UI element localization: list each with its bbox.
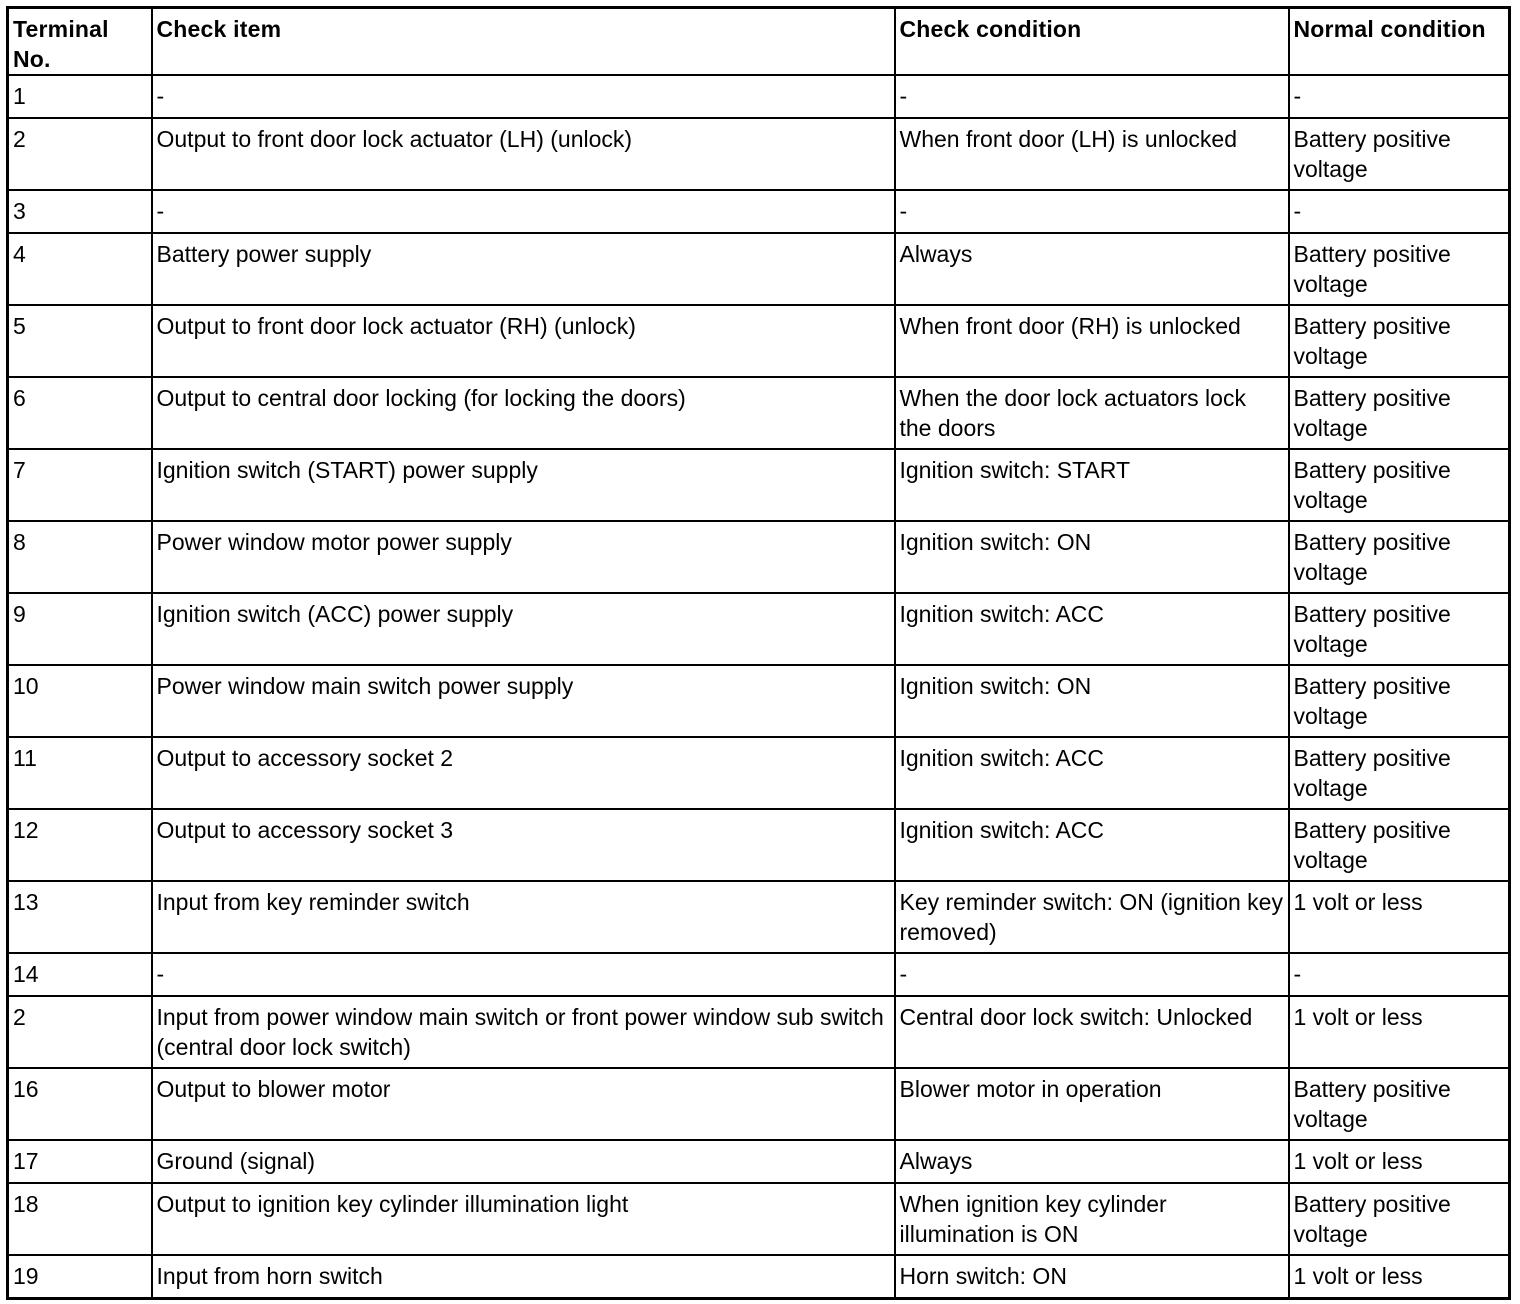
cell-check-item: Output to central door locking (for locking the doors)	[152, 377, 895, 449]
cell-check-condition: Ignition switch: ON	[895, 665, 1289, 737]
cell-normal-condition: Battery positive voltage	[1289, 665, 1510, 737]
cell-terminal: 10	[8, 665, 152, 737]
cell-check-condition: Ignition switch: ON	[895, 521, 1289, 593]
table-row	[8, 305, 1510, 377]
header-check-condition: Check condition	[895, 8, 1289, 76]
table-row	[8, 809, 1510, 881]
cell-check-item: Output to blower motor	[152, 1068, 895, 1140]
cell-check-condition: Ignition switch: START	[895, 449, 1289, 521]
cell-normal-condition: Battery positive voltage	[1289, 521, 1510, 593]
table-row	[8, 593, 1510, 665]
cell-check-item: Input from key reminder switch	[152, 881, 895, 953]
table-row	[8, 190, 1510, 233]
cell-check-item: -	[152, 190, 895, 233]
cell-check-condition: Ignition switch: ACC	[895, 809, 1289, 881]
cell-check-item: Ground (signal)	[152, 1140, 895, 1183]
cell-terminal: 12	[8, 809, 152, 881]
cell-check-condition: -	[895, 75, 1289, 118]
table-row	[8, 881, 1510, 953]
cell-check-item: Power window main switch power supply	[152, 665, 895, 737]
cell-terminal: 13	[8, 881, 152, 953]
cell-normal-condition: -	[1289, 190, 1510, 233]
table-row	[8, 118, 1510, 190]
cell-check-condition: Horn switch: ON	[895, 1255, 1289, 1298]
cell-normal-condition: 1 volt or less	[1289, 1255, 1510, 1298]
cell-normal-condition: Battery positive voltage	[1289, 809, 1510, 881]
cell-check-condition: When the door lock actuators lock the doors	[895, 377, 1289, 449]
cell-check-condition: Always	[895, 233, 1289, 305]
table-row	[8, 1140, 1510, 1183]
table-row	[8, 521, 1510, 593]
cell-normal-condition: 1 volt or less	[1289, 996, 1510, 1068]
table-row	[8, 953, 1510, 996]
header-terminal-no: Terminal No.	[8, 8, 152, 76]
cell-terminal: 19	[8, 1255, 152, 1298]
cell-check-item: Input from power window main switch or front power window sub switch (central door lock switch)	[152, 996, 895, 1068]
cell-check-item: -	[152, 75, 895, 118]
cell-normal-condition: Battery positive voltage	[1289, 377, 1510, 449]
cell-normal-condition: Battery positive voltage	[1289, 233, 1510, 305]
cell-check-condition: Key reminder switch: ON (ignition key removed)	[895, 881, 1289, 953]
cell-check-condition: Central door lock switch: Unlocked	[895, 996, 1289, 1068]
cell-terminal: 8	[8, 521, 152, 593]
table-row	[8, 1183, 1510, 1255]
cell-normal-condition: 1 volt or less	[1289, 881, 1510, 953]
cell-check-item: Input from horn switch	[152, 1255, 895, 1298]
cell-check-item: Output to front door lock actuator (LH) (unlock)	[152, 118, 895, 190]
table-row	[8, 449, 1510, 521]
cell-check-item: Output to ignition key cylinder illumination light	[152, 1183, 895, 1255]
table-row	[8, 996, 1510, 1068]
cell-terminal: 3	[8, 190, 152, 233]
table-row	[8, 665, 1510, 737]
terminal-check-table	[6, 6, 1511, 1300]
cell-terminal: 4	[8, 233, 152, 305]
cell-terminal: 17	[8, 1140, 152, 1183]
table-header-row	[8, 8, 1510, 76]
cell-terminal: 2	[8, 996, 152, 1068]
cell-check-condition: When front door (RH) is unlocked	[895, 305, 1289, 377]
cell-check-item: Output to accessory socket 2	[152, 737, 895, 809]
cell-check-condition: Blower motor in operation	[895, 1068, 1289, 1140]
table-row	[8, 1068, 1510, 1140]
cell-check-condition: When front door (LH) is unlocked	[895, 118, 1289, 190]
cell-check-condition: When ignition key cylinder illumination is ON	[895, 1183, 1289, 1255]
cell-terminal: 6	[8, 377, 152, 449]
cell-check-condition: Ignition switch: ACC	[895, 593, 1289, 665]
cell-terminal: 5	[8, 305, 152, 377]
cell-check-condition: Ignition switch: ACC	[895, 737, 1289, 809]
table-row	[8, 1255, 1510, 1298]
cell-terminal: 11	[8, 737, 152, 809]
cell-normal-condition: Battery positive voltage	[1289, 737, 1510, 809]
header-normal-condition: Normal condition	[1289, 8, 1510, 76]
cell-check-item: Power window motor power supply	[152, 521, 895, 593]
header-check-item: Check item	[152, 8, 895, 76]
table-row	[8, 737, 1510, 809]
cell-check-condition: -	[895, 953, 1289, 996]
cell-check-item: Battery power supply	[152, 233, 895, 305]
cell-normal-condition: Battery positive voltage	[1289, 1068, 1510, 1140]
cell-terminal: 1	[8, 75, 152, 118]
cell-check-item: Ignition switch (ACC) power supply	[152, 593, 895, 665]
cell-terminal: 9	[8, 593, 152, 665]
cell-check-condition: -	[895, 190, 1289, 233]
cell-normal-condition: Battery positive voltage	[1289, 449, 1510, 521]
cell-normal-condition: Battery positive voltage	[1289, 118, 1510, 190]
table-row	[8, 233, 1510, 305]
cell-terminal: 16	[8, 1068, 152, 1140]
table-row	[8, 377, 1510, 449]
cell-check-item: -	[152, 953, 895, 996]
cell-normal-condition: -	[1289, 75, 1510, 118]
cell-normal-condition: Battery positive voltage	[1289, 1183, 1510, 1255]
cell-terminal: 18	[8, 1183, 152, 1255]
cell-normal-condition: Battery positive voltage	[1289, 593, 1510, 665]
table-row	[8, 75, 1510, 118]
cell-terminal: 7	[8, 449, 152, 521]
cell-normal-condition: 1 volt or less	[1289, 1140, 1510, 1183]
cell-check-item: Ignition switch (START) power supply	[152, 449, 895, 521]
cell-terminal: 2	[8, 118, 152, 190]
cell-check-condition: Always	[895, 1140, 1289, 1183]
cell-normal-condition: Battery positive voltage	[1289, 305, 1510, 377]
cell-terminal: 14	[8, 953, 152, 996]
cell-check-item: Output to front door lock actuator (RH) (unlock)	[152, 305, 895, 377]
cell-check-item: Output to accessory socket 3	[152, 809, 895, 881]
cell-normal-condition: -	[1289, 953, 1510, 996]
